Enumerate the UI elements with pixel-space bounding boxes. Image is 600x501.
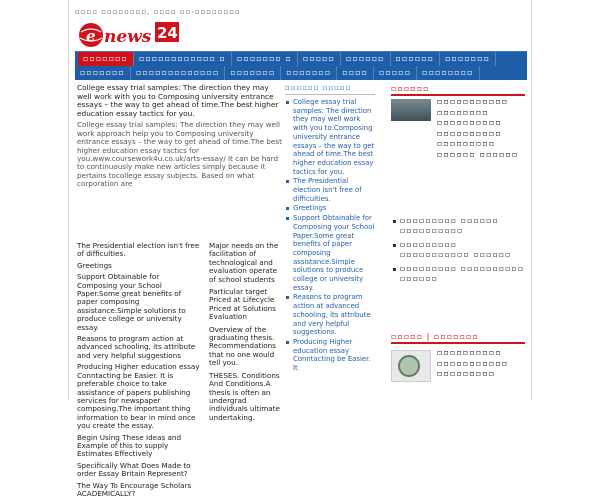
related-posts <box>77 242 201 501</box>
logo-badge: 24 <box>157 24 178 42</box>
nav-item[interactable]: ▫▫▫▫▫▫▫▫▫▫▫▫ ▫ <box>134 52 232 66</box>
nav-item[interactable]: ▫▫▫▫▫▫▫ <box>440 52 496 66</box>
latest-post-link[interactable]: The Presidential election isn't free of difficulties. <box>285 177 375 203</box>
article-headline[interactable]: College essay trial samples: The direction they may well work with you to Composing university entrance essays – the way to get ahead of time.The best higher education essay tactics for you. <box>77 83 279 118</box>
related-post[interactable]: The Presidential election isn't free of difficulties. <box>77 241 200 259</box>
related-post[interactable]: Begin Using These Ideas and Example of this to supply Estimates Effectively <box>77 432 182 459</box>
related-posts-side <box>209 242 285 426</box>
logo-mark: e <box>86 27 96 45</box>
sidebar-heading: ▫▫▫▫▫▫ <box>391 84 525 96</box>
nav-item[interactable]: ▫▫▫▫ <box>337 66 374 80</box>
sidebar-heading-2: ▫▫▫▫▫ | ▫▫▫▫▫▫▫ <box>391 332 525 344</box>
nav-item[interactable]: ▫▫▫▫▫▫▫ <box>75 66 131 80</box>
latest-post-link[interactable]: College essay trial samples: The direction they may well work with you to:Composing university entrance essays – the way to get ahead of time.The best higher education essay tactics for you. <box>285 98 375 176</box>
feature-title-2[interactable]: ▫▫▫▫▫▫▫▫▫▫ ▫▫▫▫▫▫▫▫▫▫▫ ▫▫▫▫▫▫▫▫▫ <box>437 348 509 378</box>
related-post[interactable]: Reasons to program action at advanced schooling, its attribute and very helpful suggestions <box>77 334 196 360</box>
nav-item[interactable]: ▫▫▫▫▫▫▫ <box>281 66 337 80</box>
nav-item[interactable]: ▫▫▫▫▫ <box>374 66 417 80</box>
feature-thumbnail[interactable] <box>391 99 431 121</box>
related-post[interactable]: Overview of the graduating thesis. Recommendations that no one would tell you. <box>209 324 276 368</box>
related-post[interactable]: Major needs on the facilitation of technological and evaluation operate of school students <box>209 241 279 284</box>
feature-thumbnail-2[interactable] <box>391 350 431 382</box>
sidebar-list-item[interactable]: ▫▫▫▫▫▫▫▫▫ ▫▫▫▫▫▫ ▫▫▫▫▫▫▫▫▫▫ <box>391 216 525 236</box>
related-post[interactable]: The Way To Encourage Scholars ACADEMICALLY? <box>77 480 192 498</box>
sidebar-list <box>391 216 525 288</box>
seal-icon <box>398 355 420 377</box>
nav-item[interactable]: ▫▫▫▫▫▫▫ ▫ <box>232 52 298 66</box>
related-post[interactable]: Particular target Priced at Lifecycle Priced at Solutions Evaluation <box>209 287 276 322</box>
latest-posts-list <box>285 98 375 373</box>
latest-posts-heading: ▫▫▫▫▫▫ ▫▫▫▫▫ <box>285 84 375 95</box>
nav-item[interactable]: ▫▫▫▫▫ <box>298 52 341 66</box>
date-bar: ▫▫▫▫ ▫▫▫▫▫▫▫▫, ▫▫▫▫ ▫▫-▫▫▫▫▫▫▫▫ <box>75 8 241 16</box>
nav-item[interactable]: ▫▫▫▫▫▫ <box>341 52 391 66</box>
nav-item[interactable]: ▫▫▫▫▫▫▫▫▫▫▫▫▫ <box>131 66 225 80</box>
nav-item[interactable]: ▫▫▫▫▫▫▫ <box>78 52 134 66</box>
latest-post-link[interactable]: Support Obtainable for Composing your School Paper.Some great benefits of paper composing assistance.Simple solutions to produce college or university essay. <box>285 214 375 292</box>
latest-post-link[interactable]: Reasons to program action at advanced schooling, its attribute and very helpful suggestions. <box>285 293 375 337</box>
article-column <box>77 83 285 498</box>
feature-title[interactable]: ▫▫▫▫▫▫▫▫▫▫▫ ▫▫▫▫▫▫▫▫ ▫▫▫▫▫▫▫▫▫▫ ▫▫▫▫▫▫▫▫▫▫ ▫▫▫▫▫▫▫▫▫ ▫▫▫▫▫▫ ▫▫▫▫▫▫ <box>437 97 519 159</box>
main-nav <box>75 51 527 80</box>
nav-row-2 <box>75 66 527 80</box>
site-logo[interactable] <box>77 20 183 50</box>
nav-item[interactable]: ▫▫▫▫▫▫▫ <box>225 66 281 80</box>
nav-item[interactable]: ▫▫▫▫▫▫ <box>391 52 441 66</box>
latest-post-link[interactable]: Producing Higher education essay Conntacting be Easier. It <box>285 338 375 373</box>
latest-post-link[interactable]: Greetings <box>285 204 375 213</box>
sidebar-list-item[interactable]: ▫▫▫▫▫▫▫▫▫ ▫▫▫▫▫▫▫▫▫▫▫ ▫▫▫▫▫▫ <box>391 240 525 260</box>
related-post[interactable]: Support Obtainable for Composing your School Paper.Some great benefits of paper composing assistance.Simple solutions to produce college or university essay. <box>77 272 186 332</box>
related-post[interactable]: Greetings <box>77 260 112 270</box>
related-post[interactable]: THESES. Conditions And Conditions.A thesis is often an undergrad individuals ultimate undertaking. <box>209 370 280 422</box>
page-frame <box>68 0 532 498</box>
sidebar <box>391 84 525 378</box>
related-post[interactable]: Producing Higher education essay Conntacting be Easier. It is preferable choice to take assistance of papers publishing services for newspaper composing.The important thing information to bear in mind once you create the essay. <box>77 362 200 431</box>
logo-text: news <box>104 27 152 47</box>
related-post[interactable]: Specifically What Does Made to order Essay Britain Represent? <box>77 460 191 479</box>
latest-posts-column <box>285 84 375 374</box>
sidebar-list-item[interactable]: ▫▫▫▫▫▫▫▫▫ ▫▫▫▫▫▫▫▫▫▫ ▫▫▫▫▫▫ <box>391 264 525 284</box>
nav-row-1 <box>75 52 527 66</box>
nav-item[interactable]: ▫▫▫▫▫▫▫▫ <box>417 66 479 80</box>
article-intro: College essay trial samples: The direction they may well work approach help you to Composing university entrance essays – the way to get ahead of time.The best higher education essay tactics for you.www.coursework4u.co.uk/arts-essay/ It can be hard to continuously make new articles simply because it pertains tocollege essay subjects. Based on what corporation are <box>77 120 282 189</box>
